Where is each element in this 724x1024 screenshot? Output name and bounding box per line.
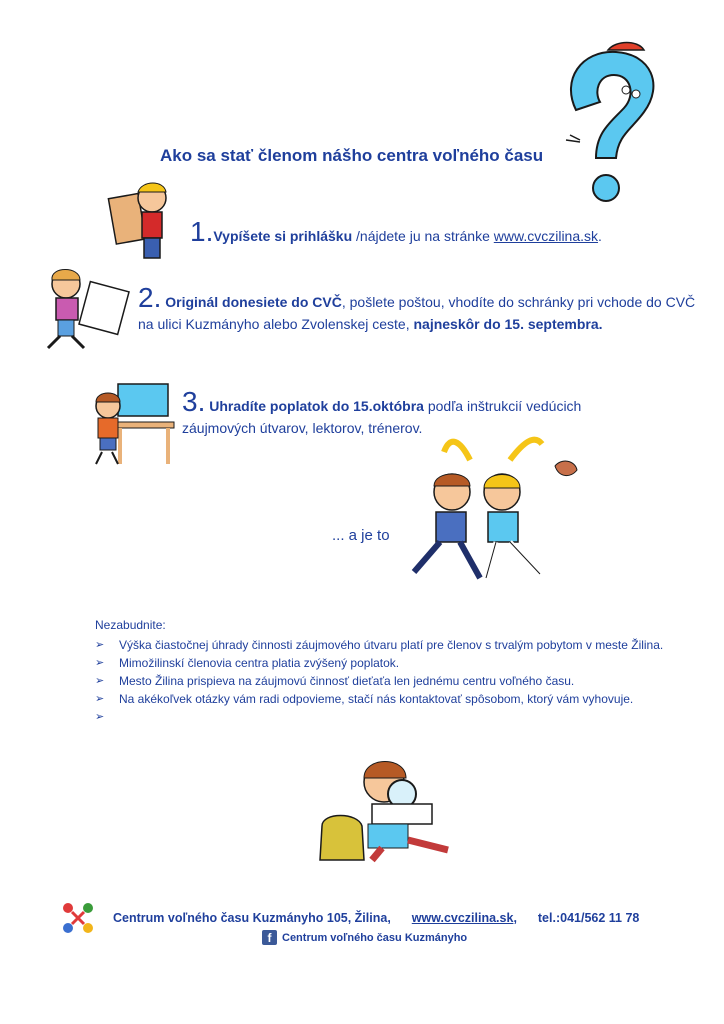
note-text: Výška čiastočnej úhrady činnosti záujmového útvaru platí pre členov s trvalým pobytom v meste Žilina. bbox=[119, 638, 664, 652]
notes-list bbox=[95, 636, 701, 726]
note-text: Na akékoľvek otázky vám radi odpovieme, stačí nás kontaktovať spôsobom, ktorý vám vyhovuje. bbox=[119, 692, 634, 706]
page-title: Ako sa stať členom nášho centra voľného času bbox=[160, 146, 544, 165]
footer-phone: tel.:041/562 11 78 bbox=[537, 911, 640, 925]
notes-heading: Nezabudnite: bbox=[95, 618, 166, 632]
step-2 bbox=[138, 284, 700, 335]
step-2-bold-text: Originál donesiete do CVČ bbox=[165, 294, 342, 310]
arrow-bullet-icon: ➢ bbox=[95, 675, 105, 687]
arrow-bullet-icon: ➢ bbox=[95, 711, 105, 723]
arrow-bullet-icon: ➢ bbox=[95, 657, 105, 669]
step-2-number: 2. bbox=[138, 282, 162, 313]
step-1-text: /nájdete ju na stránke bbox=[352, 228, 494, 244]
cvc-logo-icon bbox=[60, 900, 96, 936]
boy-with-magnifier-illustration bbox=[312, 756, 462, 866]
arrow-bullet-icon: ➢ bbox=[95, 639, 105, 651]
step-3-number: 3. bbox=[182, 386, 206, 417]
list-item bbox=[95, 672, 701, 690]
boy-with-paper-illustration bbox=[106, 178, 182, 264]
question-mark-illustration bbox=[556, 40, 666, 210]
step-1-link[interactable]: www.cvczilina.sk bbox=[493, 228, 599, 244]
footer-facebook-label: Centrum voľného času Kuzmányho bbox=[282, 931, 468, 944]
arrow-bullet-icon: ➢ bbox=[95, 693, 105, 705]
boy-at-computer-illustration bbox=[88, 378, 182, 468]
notes-section bbox=[95, 616, 701, 726]
note-text: Mimožilinskí členovia centra platia zvýšený poplatok. bbox=[119, 656, 400, 670]
step-1-end: . bbox=[598, 228, 602, 244]
step-2-text: , pošlete poštou, vhodíte do schránky pri vchode do CVČ na ulici Kuzmányho alebo Zvolenskej ceste, bbox=[138, 294, 696, 332]
list-item bbox=[95, 654, 701, 672]
footer-org: Centrum voľného času Kuzmányho 105, Žilina, bbox=[113, 911, 391, 925]
closing-text: ... a je to bbox=[332, 527, 390, 544]
footer-web-suffix: , bbox=[513, 911, 517, 925]
facebook-icon: f bbox=[262, 930, 277, 945]
list-item bbox=[95, 708, 701, 726]
note-text: Mesto Žilina prispieva na záujmovú činnosť dieťaťa len jednému centru voľného času. bbox=[119, 674, 575, 688]
girl-with-paper-illustration bbox=[30, 262, 134, 356]
footer-web-link[interactable]: www.cvczilina.sk bbox=[411, 911, 514, 925]
step-3-text: podľa inštrukcií vedúcich záujmových útvarov, lektorov, trénerov. bbox=[182, 398, 582, 436]
list-item bbox=[95, 636, 701, 654]
footer-facebook[interactable] bbox=[262, 930, 467, 945]
running-kids-illustration bbox=[400, 430, 590, 600]
step-1 bbox=[190, 218, 660, 247]
step-1-number: 1. bbox=[190, 216, 214, 247]
list-item bbox=[95, 690, 701, 708]
footer-contact bbox=[113, 911, 639, 925]
step-2-deadline: najneskôr do 15. septembra. bbox=[413, 316, 603, 332]
step-3-bold-text: Uhradíte poplatok do 15.októbra bbox=[209, 398, 424, 414]
step-1-bold-text: Vypíšete si prihlášku bbox=[213, 228, 353, 244]
